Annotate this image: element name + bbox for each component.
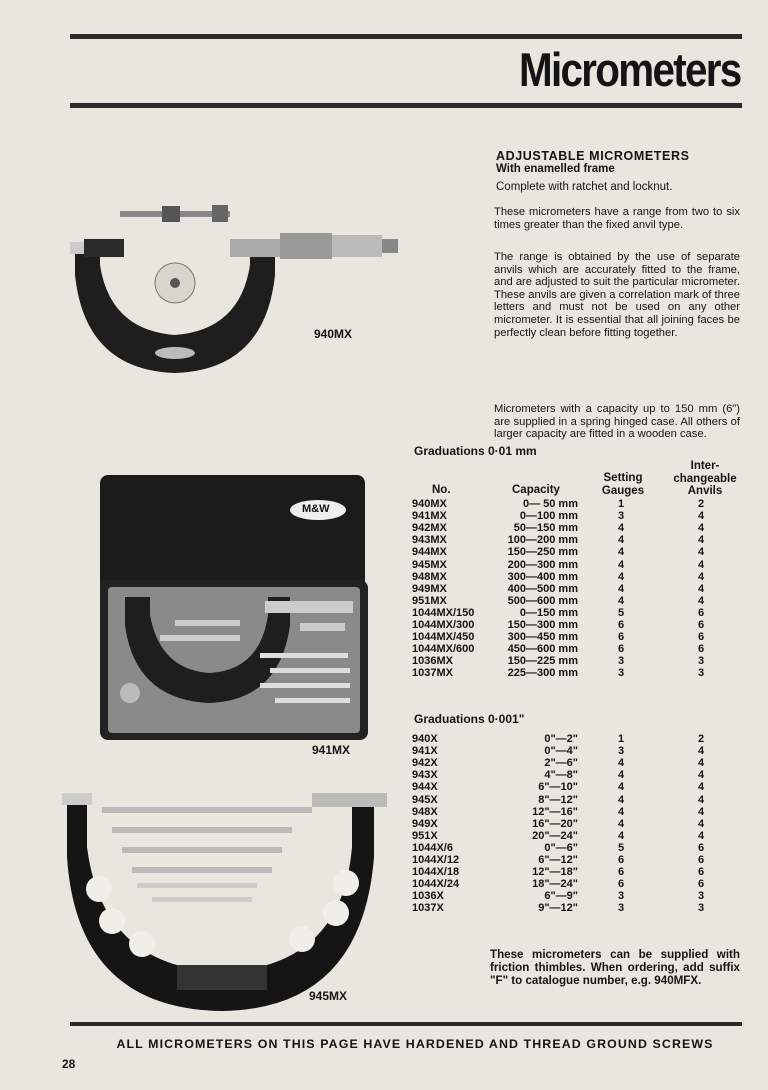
cell-no: 949X [412, 817, 438, 830]
footer-text: ALL MICROMETERS ON THIS PAGE HAVE HARDENED AND THREAD GROUND SCREWS [116, 1037, 714, 1051]
table-row [0, 498, 768, 510]
cell-capacity: 225—300 mm [507, 667, 578, 680]
cell-setting-gauges: 6 [617, 866, 625, 879]
cell-setting-gauges: 4 [617, 582, 625, 595]
cell-no: 951X [412, 829, 438, 842]
cell-no: 943MX [412, 534, 447, 547]
cell-capacity: 400—500 mm [507, 582, 578, 595]
cell-capacity: 12"—18" [532, 866, 578, 879]
header-anvils: Inter- changeable Anvils [673, 460, 737, 497]
cell-anvils: 4 [697, 793, 705, 806]
cell-setting-gauges: 3 [617, 667, 625, 680]
cell-capacity: 450—600 mm [507, 643, 578, 656]
table-row [0, 769, 768, 781]
table-row [0, 655, 768, 667]
cell-setting-gauges: 5 [617, 841, 625, 854]
table-row [0, 902, 768, 914]
table-row [0, 866, 768, 878]
cell-setting-gauges: 4 [617, 522, 625, 535]
cell-setting-gauges: 3 [617, 890, 625, 903]
table-row [0, 818, 768, 830]
cell-setting-gauges: 4 [617, 805, 625, 818]
table-row [0, 890, 768, 902]
section-heading: ADJUSTABLE MICROMETERS [496, 149, 690, 163]
cell-capacity: 200—300 mm [507, 558, 578, 571]
table-row [0, 878, 768, 890]
cell-setting-gauges: 3 [617, 510, 625, 523]
cell-capacity: 6"—12" [538, 854, 578, 866]
table-row [0, 806, 768, 818]
cell-anvils: 3 [697, 667, 705, 680]
cell-setting-gauges: 4 [617, 757, 625, 770]
cell-setting-gauges: 3 [617, 902, 625, 915]
table-row [0, 667, 768, 679]
table-row [0, 571, 768, 583]
cell-no: 941X [412, 745, 438, 758]
cell-capacity: 500—600 mm [507, 594, 578, 607]
cell-no: 1044X/12 [412, 854, 460, 866]
cell-no: 940MX [412, 498, 447, 510]
cell-anvils: 4 [697, 546, 705, 559]
cell-no: 940X [412, 733, 438, 745]
top-rule [70, 34, 742, 39]
section-subheading: With enamelled frame [496, 163, 615, 175]
cell-setting-gauges: 1 [617, 733, 625, 745]
table-row [0, 522, 768, 534]
cell-anvils: 4 [697, 781, 705, 794]
cell-setting-gauges: 1 [617, 498, 625, 510]
cell-capacity: 20"—24" [532, 829, 578, 842]
cell-capacity: 0"—6" [544, 841, 578, 854]
cell-capacity: 150—225 mm [507, 655, 578, 668]
cell-no: 944MX [412, 546, 447, 559]
cell-capacity: 4"—8" [544, 769, 578, 782]
cell-no: 1044MX/150 [412, 606, 475, 619]
case-logo: M&W [302, 503, 330, 515]
table-row [0, 757, 768, 769]
cell-setting-gauges: 4 [617, 817, 625, 830]
table-row [0, 559, 768, 571]
paragraph-cases: Micrometers with a capacity up to 150 mm (6") are supplied in a spring hinged case. All others of larger capacity are fitted in a wooden case. [494, 403, 740, 441]
cell-anvils: 6 [697, 866, 705, 879]
table-row [0, 631, 768, 643]
cell-anvils: 6 [697, 878, 705, 891]
caption-941mx: 941MX [312, 743, 351, 757]
cell-setting-gauges: 6 [617, 631, 625, 644]
cell-anvils: 4 [697, 745, 705, 758]
cell-anvils: 4 [697, 570, 705, 583]
cell-no: 1044X/18 [412, 866, 460, 879]
cell-anvils: 4 [697, 582, 705, 595]
cell-anvils: 6 [697, 631, 705, 644]
cell-no: 942X [412, 757, 438, 770]
page-title: Micrometers [518, 43, 740, 96]
cell-anvils: 4 [697, 510, 705, 523]
cell-no: 1037MX [412, 667, 453, 680]
table-row [0, 607, 768, 619]
cell-anvils: 3 [697, 655, 705, 668]
cell-anvils: 4 [697, 558, 705, 571]
cell-no: 948X [412, 805, 438, 818]
caption-945mx: 945MX [309, 989, 348, 1003]
cell-setting-gauges: 4 [617, 781, 625, 794]
cell-anvils: 4 [697, 534, 705, 547]
table-row [0, 745, 768, 757]
cell-capacity: 9"—12" [538, 902, 578, 915]
table-row [0, 781, 768, 793]
cell-capacity: 2"—6" [544, 757, 578, 770]
cell-setting-gauges: 4 [617, 829, 625, 842]
cell-setting-gauges: 4 [617, 546, 625, 559]
cell-anvils: 4 [697, 829, 705, 842]
table-row [0, 546, 768, 558]
cell-capacity: 300—400 mm [507, 570, 578, 583]
cell-capacity: 18"—24" [532, 878, 578, 891]
cell-no: 949MX [412, 582, 447, 595]
cell-anvils: 4 [697, 817, 705, 830]
cell-setting-gauges: 6 [617, 619, 625, 631]
cell-setting-gauges: 3 [617, 655, 625, 668]
imperial-graduations-label: Graduations 0·001" [414, 712, 525, 726]
cell-setting-gauges: 4 [617, 793, 625, 806]
cell-anvils: 4 [697, 805, 705, 818]
table-row [0, 583, 768, 595]
cell-capacity: 0—150 mm [519, 606, 578, 619]
cell-capacity: 16"—20" [532, 817, 578, 830]
cell-anvils: 6 [697, 606, 705, 619]
table-row [0, 733, 768, 745]
cell-capacity: 6"—10" [538, 781, 578, 794]
page-number: 28 [62, 1057, 76, 1071]
cell-no: 1044MX/300 [412, 619, 475, 631]
cell-anvils: 2 [697, 498, 705, 510]
table-row [0, 794, 768, 806]
cell-no: 1044X/6 [412, 841, 453, 854]
cell-anvils: 4 [697, 757, 705, 770]
cell-setting-gauges: 4 [617, 558, 625, 571]
cell-setting-gauges: 6 [617, 878, 625, 891]
cell-no: 1036MX [412, 655, 453, 668]
cell-setting-gauges: 4 [617, 769, 625, 782]
table-row [0, 534, 768, 546]
table-row [0, 510, 768, 522]
cell-capacity: 150—250 mm [507, 546, 578, 559]
section-complete-text: Complete with ratchet and locknut. [496, 181, 673, 193]
cell-anvils: 3 [697, 890, 705, 903]
cell-capacity: 300—450 mm [507, 631, 578, 644]
table-row [0, 595, 768, 607]
cell-anvils: 6 [697, 841, 705, 854]
cell-capacity: 0—100 mm [519, 510, 578, 523]
cell-capacity: 0"—4" [544, 745, 578, 758]
cell-no: 1044MX/450 [412, 631, 475, 644]
table-row [0, 830, 768, 842]
metric-graduations-label: Graduations 0·01 mm [414, 444, 537, 458]
cell-capacity: 6"—9" [544, 890, 578, 903]
cell-setting-gauges: 4 [617, 594, 625, 607]
footer-rule [70, 1022, 742, 1026]
header-no: No. [432, 484, 451, 496]
caption-940mx: 940MX [314, 327, 353, 341]
table-row [0, 619, 768, 631]
cell-setting-gauges: 4 [617, 534, 625, 547]
cell-no: 1037X [412, 902, 444, 915]
cell-no: 945MX [412, 558, 447, 571]
cell-anvils: 4 [697, 522, 705, 535]
cell-anvils: 6 [697, 854, 705, 866]
cell-no: 941MX [412, 510, 447, 523]
header-capacity: Capacity [512, 484, 560, 496]
cell-no: 1036X [412, 890, 444, 903]
cell-capacity: 0"—2" [544, 733, 578, 745]
header-setting-gauges: Setting Gauges [601, 472, 645, 497]
friction-thimble-note: These micrometers can be supplied with friction thimbles. When ordering, add suffix "F" to catalogue number, e.g. 940MFX. [490, 948, 740, 987]
paragraph-anvils: The range is obtained by the use of separate anvils which are accurately fitted to the frame, and are adjusted to suit the particular micrometer. These anvils are given a correlation mark of three letters and must not be used on any other micrometer. It is essential that all joining faces be perfectly clean before fitting together. [494, 251, 740, 339]
cell-anvils: 6 [697, 619, 705, 631]
cell-anvils: 4 [697, 594, 705, 607]
cell-setting-gauges: 3 [617, 745, 625, 758]
cell-setting-gauges: 5 [617, 606, 625, 619]
cell-anvils: 2 [697, 733, 705, 745]
cell-setting-gauges: 6 [617, 854, 625, 866]
cell-capacity: 50—150 mm [513, 522, 578, 535]
cell-no: 943X [412, 769, 438, 782]
cell-no: 1044MX/600 [412, 643, 475, 656]
cell-no: 1044X/24 [412, 878, 460, 891]
cell-anvils: 6 [697, 643, 705, 656]
cell-anvils: 3 [697, 902, 705, 915]
cell-no: 942MX [412, 522, 447, 535]
micrometer-940mx-photo [70, 195, 400, 385]
cell-setting-gauges: 6 [617, 643, 625, 656]
table-row [0, 842, 768, 854]
cell-no: 945X [412, 793, 438, 806]
title-underline [70, 103, 742, 108]
cell-capacity: 8"—12" [538, 793, 578, 806]
cell-anvils: 4 [697, 769, 705, 782]
cell-no: 951MX [412, 594, 447, 607]
paragraph-range: These micrometers have a range from two to six times greater than the fixed anvil type. [494, 206, 740, 231]
table-row [0, 643, 768, 655]
cell-capacity: 0— 50 mm [522, 498, 578, 510]
cell-capacity: 150—300 mm [507, 619, 578, 631]
cell-capacity: 100—200 mm [507, 534, 578, 547]
cell-no: 948MX [412, 570, 447, 583]
table-row [0, 854, 768, 866]
cell-capacity: 12"—16" [532, 805, 578, 818]
cell-no: 944X [412, 781, 438, 794]
cell-setting-gauges: 4 [617, 570, 625, 583]
